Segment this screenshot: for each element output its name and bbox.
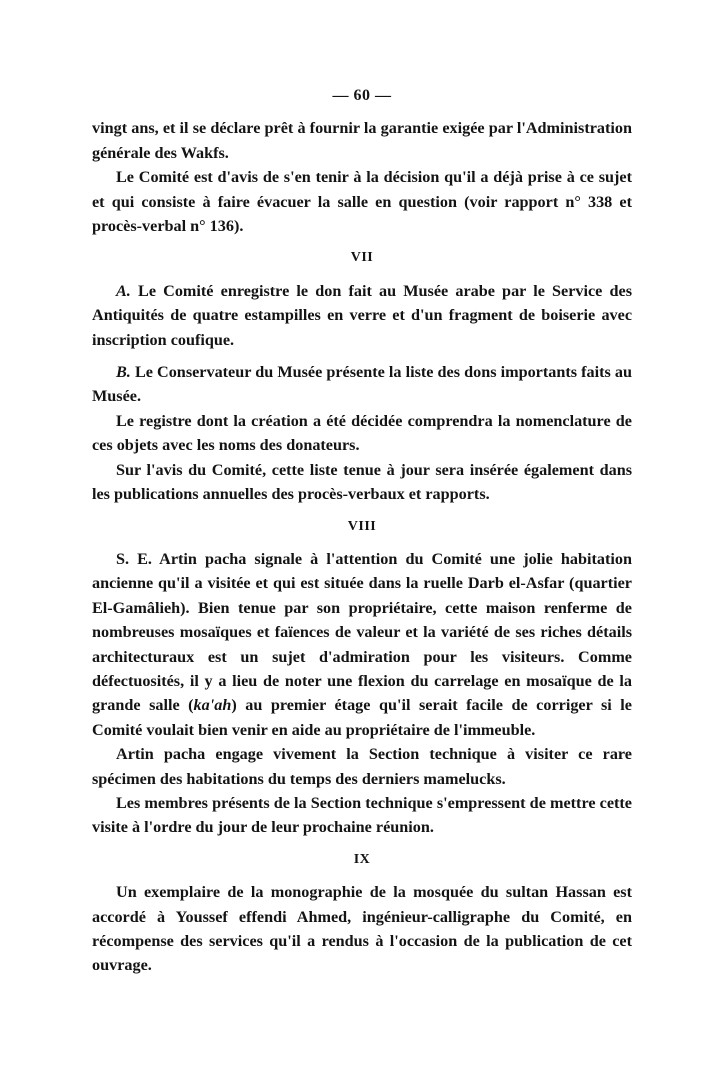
paragraph-gap [92,352,632,360]
italic-term-kaah: ka'ah [193,696,232,715]
paragraph-vii-register: Le registre dont la création a été décidée comprendra la nomenclature de ces objets avec les noms des donateurs. [92,411,632,455]
paragraph-vii-list: Sur l'avis du Comité, cette liste tenue à jour sera insérée également dans les publications annuelles des procès-verbaux et rapports. [92,460,632,504]
paragraph-vii-b-text: Le Conservateur du Musée présente la liste des dons importants faits au Musée. [92,363,632,406]
paragraph-vii-a [92,279,632,352]
item-label-b: B. [116,363,131,382]
paragraph-committee-decision: Le Comité est d'avis de s'en tenir à la décision qu'il a déjà prise à ce sujet et qui consiste à faire évacuer la salle en question (voir rapport n° 338 et procès-verbal n° 136). [92,168,632,236]
paragraph-vii-a-text: Le Comité enregistre le don fait au Musée arabe par le Service des Antiquités de quatre estampilles en verre et d'un fragment de boiserie avec inscription coufique. [92,281,633,349]
section-heading-vii: VII [350,250,374,266]
paragraph-continuation: vingt ans, et il se déclare prêt à fournir la garantie exigée par l'Administration générale des Wakfs. [92,119,632,162]
paragraph-ix-monograph: Un exemplaire de la monographie de la mosquée du sultan Hassan est accordé à Youssef effendi Ahmed, ingénieur-calligraphe du Comité, en récompense des services qu'il a rendus à l'occasion de la publication de cet ouvrage. [92,883,632,975]
paragraph-viii-visit: Artin pacha engage vivement la Section technique à visiter ce rare spécimen des habitations du temps des derniers mamelucks. [92,745,632,788]
page-number: — 60 — [332,87,392,104]
paragraph-viii-text-start: S. E. Artin pacha signale à l'attention du Comité une jolie habitation ancienne qu'il a visitée et qui est située dans la ruelle Darb el-Asfar (quartier El-Gamâlieh). Bien tenue par son propriétaire, cette maison renferme de nombreuses mosaïques et faïences de valeur et la variété de ses riches détails architecturaux est un sujet d'admiration pour les visiteurs. Comme défectuosités, il y a lieu de noter une flexion du carrelage en mosaïque de la grande salle ( [92,549,632,715]
paragraph-viii-text-end: ) au premier étage qu'il serait facile de corriger si le Comité voulait bien venir en aide au propriétaire de l'immeuble. [92,696,632,739]
section-heading-viii: VIII [347,518,377,534]
paragraph-viii-members: Les membres présents de la Section technique s'empressent de mettre cette visite à l'ordre du jour de leur prochaine réunion. [92,793,632,837]
section-heading-ix: IX [353,851,371,867]
document-page [92,84,632,978]
paragraph-vii-b [92,360,632,409]
item-label-a: A. [116,281,131,300]
paragraph-viii-habitation [92,547,632,742]
